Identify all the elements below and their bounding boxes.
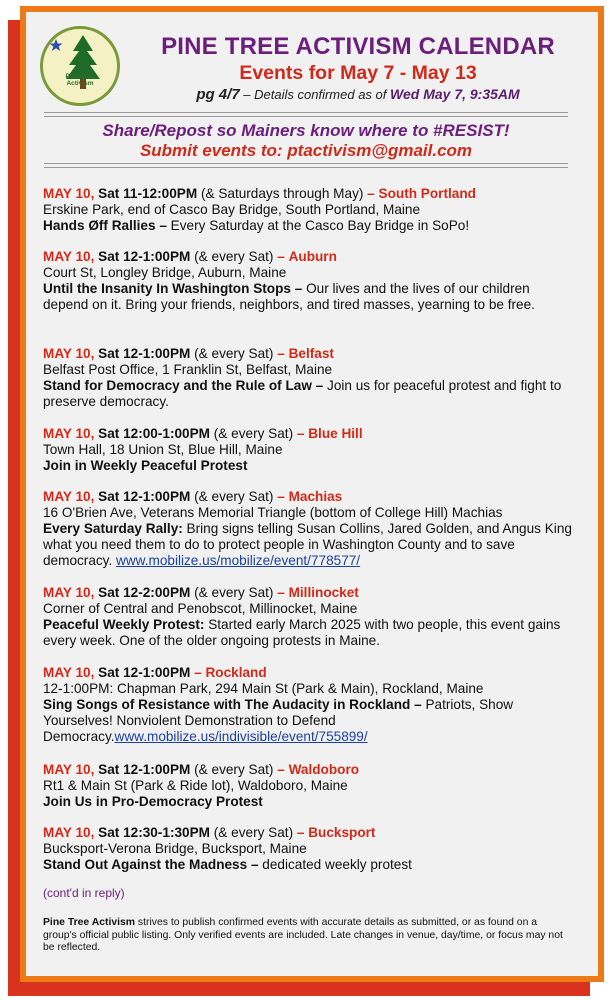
event-location: Court St, Longley Bridge, Auburn, Maine (43, 265, 287, 280)
continued-note: (cont'd in reply) (43, 886, 125, 900)
event-sep: – (277, 346, 285, 361)
confirmed-label: Details confirmed as of (254, 87, 387, 102)
event-title: Sing Songs of Resistance with The Audacity in Rockland – (43, 697, 422, 712)
event-description: dedicated weekly protest (258, 857, 412, 872)
event-item (43, 346, 573, 410)
event-location: Town Hall, 18 Union St, Blue Hill, Maine (43, 442, 283, 457)
event-body (43, 794, 573, 810)
event-header (43, 825, 573, 841)
event-location: Corner of Central and Penobscot, Millinocket, Maine (43, 601, 358, 616)
page-title: PINE TREE ACTIVISM CALENDAR (161, 33, 555, 60)
event-town: Waldoboro (288, 762, 360, 777)
event-body (43, 378, 573, 410)
event-date: MAY 10, (43, 762, 95, 777)
event-body (43, 458, 573, 474)
event-town: Bucksport (308, 825, 376, 840)
event-date: MAY 10, (43, 665, 95, 680)
event-item (43, 426, 573, 474)
event-title: Stand Out Against the Madness – (43, 857, 259, 872)
divider-bottom (44, 163, 568, 168)
event-item (43, 249, 573, 313)
event-item (43, 186, 573, 234)
event-town: Belfast (288, 346, 334, 361)
page-number: pg 4/7 (196, 86, 240, 103)
event-link[interactable]: www.mobilize.us/mobilize/event/778577/ (116, 553, 361, 568)
share-message: Share/Repost so Mainers know where to #RESIST! (102, 121, 510, 140)
event-date: MAY 10, (43, 825, 95, 840)
event-location: Rt1 & Main St (Park & Ride lot), Waldoboro, Maine (43, 778, 348, 793)
event-date: MAY 10, (43, 346, 95, 361)
event-sep: – (277, 762, 285, 777)
event-title: Peaceful Weekly Protest: (43, 617, 205, 632)
event-location: Erskine Park, end of Casco Bay Bridge, South Portland, Maine (43, 202, 421, 217)
event-recurrence: (& Saturdays through May) (197, 186, 368, 201)
event-time: Sat 12-1:00PM (98, 489, 191, 504)
event-town: Rockland (205, 665, 267, 680)
event-item (43, 825, 573, 873)
event-recurrence: (& every Sat) (190, 249, 278, 264)
event-location: 16 O'Brien Ave, Veterans Memorial Triangle (bottom of College Hill) Machias (43, 505, 503, 520)
event-time: Sat 12-1:00PM (98, 665, 191, 680)
page-subtitle: Events for May 7 - May 13 (239, 62, 477, 84)
event-recurrence: (& every Sat) (190, 762, 278, 777)
event-location: Bucksport-Verona Bridge, Bucksport, Maine (43, 841, 307, 856)
pine-tree-logo (40, 26, 120, 106)
event-body (43, 521, 573, 569)
event-title: Join in Weekly Peaceful Protest (43, 458, 248, 473)
event-description: Started early March 2025 with two people, this event gains every week. One of the older ongoing protests in Maine. (43, 617, 561, 648)
event-item (43, 489, 573, 569)
event-description: Bring signs telling Susan Collins, Jared Golden, and Angus King what you need them to do to protect people in Washington County and to save democracy. (43, 521, 572, 568)
event-sep: – (194, 665, 202, 680)
event-recurrence: (& every Sat) (190, 585, 278, 600)
event-town: Machias (288, 489, 343, 504)
event-time: Sat 11-12:00PM (98, 186, 198, 201)
event-description: Join us for peaceful protest and fight to preserve democracy. (43, 378, 562, 409)
event-title: Every Saturday Rally: (43, 521, 183, 536)
event-date: MAY 10, (43, 249, 95, 264)
event-sep: – (277, 249, 285, 264)
event-header (43, 346, 573, 362)
disclaimer: Pine Tree Activism strives to publish confirmed events with accurate details as submitted, or as found on a group's official public listing. Only verified events are included. Late changes in venue, day/time, or focus may not be reflected. (43, 917, 563, 954)
event-recurrence: (& every Sat) (190, 489, 278, 504)
event-location: Belfast Post Office, 1 Franklin St, Belfast, Maine (43, 362, 333, 377)
event-description: Every Saturday at the Casco Bay Bridge in SoPo! (166, 218, 470, 233)
event-item (43, 665, 573, 745)
event-time: Sat 12-1:00PM (98, 249, 191, 264)
event-date: MAY 10, (43, 489, 95, 504)
event-date: MAY 10, (43, 426, 95, 441)
event-header (43, 489, 573, 505)
org-name: Pine Tree Activism (43, 917, 136, 928)
confirmed-date: Wed May 7, 9:35AM (390, 86, 520, 102)
event-header (43, 249, 573, 265)
event-town: Auburn (288, 249, 337, 264)
event-time: Sat 12:30-1:30PM (98, 825, 210, 840)
event-link[interactable]: www.mobilize.us/indivisible/event/755899/ (114, 729, 368, 744)
event-time: Sat 12-1:00PM (98, 346, 191, 361)
event-town: Millinocket (288, 585, 359, 600)
event-location: 12-1:00PM: Chapman Park, 294 Main St (Park & Main), Rockland, Maine (43, 681, 484, 696)
event-header (43, 665, 573, 681)
event-date: MAY 10, (43, 186, 95, 201)
event-recurrence: (& every Sat) (210, 426, 297, 441)
event-description: Our lives and the lives of our children depend on it. Bring your friends, neighbors, and tired masses, yearning to be free. (43, 281, 535, 312)
event-title: Stand for Democracy and the Rule of Law – (43, 378, 324, 393)
event-recurrence: (& every Sat) (190, 346, 278, 361)
event-header (43, 426, 573, 442)
event-item (43, 585, 573, 649)
event-time: Sat 12:00-1:00PM (98, 426, 210, 441)
event-time: Sat 12-2:00PM (98, 585, 191, 600)
event-header (43, 585, 573, 601)
event-header (43, 762, 573, 778)
event-time: Sat 12-1:00PM (98, 762, 191, 777)
event-header (43, 186, 573, 202)
submit-message: Submit events to: ptactivism@gmail.com (139, 141, 473, 160)
event-body (43, 281, 573, 313)
event-body (43, 857, 573, 873)
event-body (43, 617, 573, 649)
event-recurrence: (& every Sat) (210, 825, 297, 840)
event-body (43, 697, 573, 745)
event-sep: – (367, 186, 375, 201)
event-sep: – (296, 825, 305, 840)
event-town: South Portland (378, 186, 476, 201)
event-sep: – (296, 426, 305, 441)
pine-tree-icon (43, 29, 117, 103)
event-town: Blue Hill (308, 426, 363, 441)
logo-text: Pine Tree Activism (65, 73, 95, 87)
event-title: Join Us in Pro-Democracy Protest (43, 794, 263, 809)
event-item (43, 762, 573, 810)
event-title: Until the Insanity In Washington Stops – (43, 281, 303, 296)
event-sep: – (277, 489, 285, 504)
page-info: pg 4/7 – Details confirmed as of Wed May 7, 9:35AM (196, 86, 520, 103)
event-description: Patriots, Show Yourselves! Nonviolent Demonstration to Defend Democracy. (43, 697, 514, 744)
divider-top (44, 112, 568, 117)
event-date: MAY 10, (43, 585, 95, 600)
event-title: Hands Øff Rallies – (43, 218, 167, 233)
event-body (43, 218, 573, 234)
event-sep: – (277, 585, 285, 600)
